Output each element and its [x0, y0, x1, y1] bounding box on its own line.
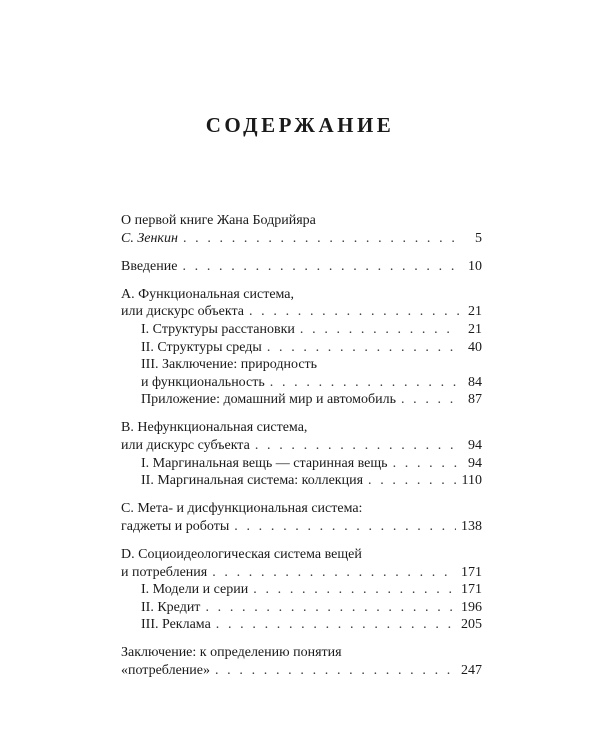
toc-entry-text: C. Мета- и дисфункциональная система:	[121, 501, 363, 517]
toc-page-number: 21	[468, 304, 482, 320]
toc-entry-conclusion	[121, 644, 482, 679]
toc-page-number: 21	[468, 321, 482, 337]
toc-page-number: 40	[468, 339, 482, 355]
toc-subentry-text: и функциональность	[141, 374, 265, 390]
toc-page-number: 84	[468, 374, 482, 390]
toc-subentry-text: II. Структуры среды	[141, 339, 262, 355]
toc-subentry-text: III. Реклама	[141, 617, 211, 633]
toc-page-number: 171	[461, 582, 482, 598]
dot-leader	[267, 339, 459, 357]
toc-entry-text: О первой книге Жана Бодрийяра	[121, 213, 316, 228]
dot-leader	[368, 472, 457, 490]
dot-leader	[215, 662, 456, 680]
toc-entry-author: С. Зенкин	[121, 230, 178, 246]
toc-subentry-text: I. Модели и серии	[141, 582, 249, 598]
toc-subentry-text: III. Заключение: природность	[141, 357, 318, 373]
dot-leader	[253, 581, 456, 599]
dot-leader	[205, 599, 456, 617]
dot-leader	[216, 616, 456, 634]
toc-entry-text: D. Социоидеологическая система вещей	[121, 547, 362, 562]
dot-leader	[212, 564, 456, 582]
toc-page-number: 247	[461, 663, 482, 679]
dot-leader	[182, 258, 459, 276]
toc-subentry-text: I. Структуры расстановки	[141, 321, 295, 337]
dot-leader	[249, 303, 459, 321]
toc-subentry-text: I. Маргинальная вещь — старинная вещь	[141, 455, 388, 471]
toc-page-number: 171	[461, 564, 482, 580]
dot-leader	[401, 391, 459, 409]
dot-leader	[393, 455, 459, 473]
toc-section-b	[121, 419, 482, 489]
page-title: СОДЕРЖАНИЕ	[205, 113, 395, 137]
toc-section-c	[121, 500, 482, 535]
toc-page-number: 5	[475, 230, 482, 246]
toc-subentry-text: Приложение: домашний мир и автомобиль	[141, 392, 396, 408]
toc-page-number: 110	[461, 473, 482, 489]
toc-section-a	[121, 286, 482, 409]
toc-entry-text: A. Функциональная система,	[121, 286, 295, 302]
dot-leader	[270, 374, 459, 392]
dot-leader	[300, 321, 459, 339]
toc-entry-text: или дискурс объекта	[121, 304, 244, 320]
dot-leader	[255, 437, 459, 455]
toc-entry-text: B. Нефункциональная система,	[121, 420, 308, 436]
toc-subentry-text: II. Кредит	[141, 599, 201, 615]
toc-page-number: 94	[468, 455, 482, 471]
toc-entry-text: Заключение: к определению понятия	[121, 645, 342, 661]
toc-page-number: 205	[461, 617, 482, 633]
toc-page-number: 10	[468, 258, 482, 274]
toc-page-number: 87	[468, 392, 482, 408]
toc-entry-text: Введение	[121, 258, 178, 274]
toc-subentry-text: II. Маргинальная система: коллекция	[141, 473, 364, 489]
toc-page-number: 138	[461, 518, 482, 534]
table-of-contents	[121, 212, 482, 680]
toc-page-number: 196	[461, 599, 482, 615]
dot-leader	[183, 230, 459, 248]
toc-entry-preface	[121, 212, 482, 247]
toc-entry-text: и потребления	[121, 564, 208, 580]
toc-entry-text: «потребление»	[121, 663, 210, 679]
dot-leader	[234, 518, 456, 536]
toc-entry-text: гаджеты и роботы	[121, 518, 230, 534]
toc-entry-intro	[121, 258, 482, 276]
toc-entry-text: или дискурс субъекта	[121, 438, 250, 454]
toc-section-d	[121, 546, 482, 634]
toc-page-number: 94	[468, 438, 482, 454]
